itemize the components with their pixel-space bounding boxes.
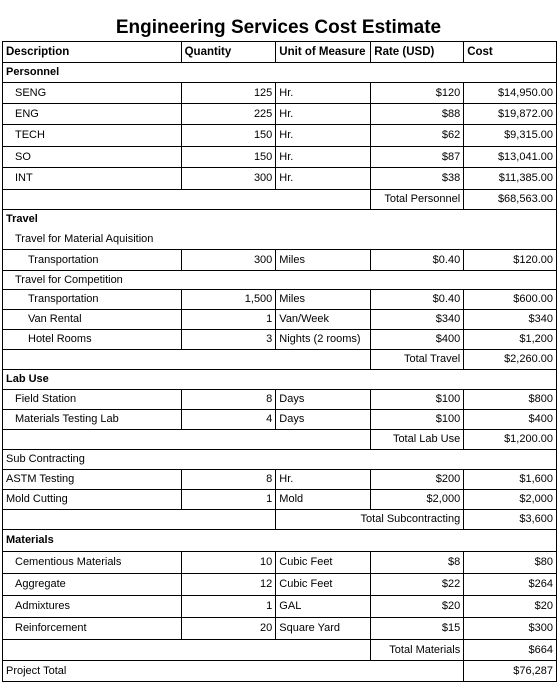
row-unit: Cubic Feet xyxy=(276,574,371,596)
row-quantity: 12 xyxy=(181,574,276,596)
row-unit: Mold xyxy=(276,490,371,510)
table-row xyxy=(3,596,557,618)
row-rate: $87 xyxy=(371,147,464,168)
section-label-personnel: Personnel xyxy=(3,63,182,83)
row-description: Admixtures xyxy=(3,596,182,618)
section-row-lab xyxy=(3,370,557,390)
section-label-subcontracting: Sub Contracting xyxy=(3,450,182,470)
row-description: INT xyxy=(3,168,182,190)
row-description: Materials Testing Lab xyxy=(3,410,182,430)
row-cost: $20 xyxy=(464,596,557,618)
row-rate: $100 xyxy=(371,390,464,410)
header-unit: Unit of Measure xyxy=(276,42,371,63)
row-unit: Hr. xyxy=(276,147,371,168)
row-quantity: 1 xyxy=(181,310,276,330)
row-unit: Days xyxy=(276,410,371,430)
total-row-travel xyxy=(3,350,557,370)
row-description: ENG xyxy=(3,104,182,125)
page-title: Engineering Services Cost Estimate xyxy=(115,17,442,38)
project-total-row xyxy=(3,661,557,682)
row-cost: $1,600 xyxy=(464,470,557,490)
table-row xyxy=(3,125,557,147)
total-value: $664 xyxy=(464,640,557,661)
row-cost: $2,000 xyxy=(464,490,557,510)
row-description: SENG xyxy=(3,83,182,104)
row-quantity: 1,500 xyxy=(181,290,276,310)
row-cost: $13,041.00 xyxy=(464,147,557,168)
table-row xyxy=(3,574,557,596)
row-cost: $120.00 xyxy=(464,250,557,271)
row-cost: $9,315.00 xyxy=(464,125,557,147)
row-quantity: 300 xyxy=(181,250,276,271)
header-description: Description xyxy=(3,42,182,63)
row-unit: Miles xyxy=(276,290,371,310)
row-rate: $20 xyxy=(371,596,464,618)
row-quantity: 1 xyxy=(181,596,276,618)
row-unit: Hr. xyxy=(276,125,371,147)
row-quantity: 150 xyxy=(181,125,276,147)
section-row-materials xyxy=(3,530,557,552)
row-description: Aggregate xyxy=(3,574,182,596)
row-cost: $300 xyxy=(464,618,557,640)
row-cost: $14,950.00 xyxy=(464,83,557,104)
row-unit: Square Yard xyxy=(276,618,371,640)
total-value: $2,260.00 xyxy=(464,350,557,370)
row-quantity: 150 xyxy=(181,147,276,168)
row-description: Cementious Materials xyxy=(3,552,182,574)
row-description: Reinforcement xyxy=(3,618,182,640)
table-row xyxy=(3,390,557,410)
row-quantity: 3 xyxy=(181,330,276,350)
row-cost: $19,872.00 xyxy=(464,104,557,125)
row-rate: $340 xyxy=(371,310,464,330)
row-unit: Cubic Feet xyxy=(276,552,371,574)
row-quantity: 8 xyxy=(181,390,276,410)
row-rate: $88 xyxy=(371,104,464,125)
subsection-row xyxy=(3,230,557,250)
row-unit: Hr. xyxy=(276,470,371,490)
row-cost: $1,200 xyxy=(464,330,557,350)
row-unit: GAL xyxy=(276,596,371,618)
row-description: Transportation xyxy=(3,290,182,310)
subsection-label: Travel for Competition xyxy=(3,271,276,290)
row-rate: $120 xyxy=(371,83,464,104)
total-value: $3,600 xyxy=(464,510,557,530)
project-total-value: $76,287 xyxy=(464,661,557,682)
table-row xyxy=(3,290,557,310)
total-label: Total Subcontracting xyxy=(276,510,464,530)
row-cost: $400 xyxy=(464,410,557,430)
header-rate: Rate (USD) xyxy=(371,42,464,63)
row-quantity: 125 xyxy=(181,83,276,104)
row-unit: Van/Week xyxy=(276,310,371,330)
row-rate: $2,000 xyxy=(371,490,464,510)
row-description: SO xyxy=(3,147,182,168)
row-unit: Hr. xyxy=(276,104,371,125)
table-row xyxy=(3,250,557,271)
row-unit: Days xyxy=(276,390,371,410)
total-row-lab xyxy=(3,430,557,450)
row-quantity: 300 xyxy=(181,168,276,190)
row-rate: $400 xyxy=(371,330,464,350)
section-label-travel: Travel xyxy=(3,210,182,230)
row-description: TECH xyxy=(3,125,182,147)
total-label: Total Materials xyxy=(371,640,464,661)
row-cost: $80 xyxy=(464,552,557,574)
row-description: ASTM Testing xyxy=(3,470,182,490)
total-label: Total Personnel xyxy=(371,190,464,210)
row-cost: $264 xyxy=(464,574,557,596)
row-quantity: 20 xyxy=(181,618,276,640)
row-rate: $15 xyxy=(371,618,464,640)
total-row-personnel xyxy=(3,190,557,210)
row-rate: $0.40 xyxy=(371,290,464,310)
row-cost: $600.00 xyxy=(464,290,557,310)
table-row xyxy=(3,552,557,574)
header-row xyxy=(3,42,557,63)
header-quantity: Quantity xyxy=(181,42,276,63)
header-cost: Cost xyxy=(464,42,557,63)
section-label-lab: Lab Use xyxy=(3,370,182,390)
total-label: Total Travel xyxy=(371,350,464,370)
table-row xyxy=(3,168,557,190)
cost-table xyxy=(2,41,557,682)
section-label-materials: Materials xyxy=(3,530,182,552)
section-row-subcontracting xyxy=(3,450,557,470)
total-row-subcontracting xyxy=(3,510,557,530)
subsection-label: Travel for Material Aquisition xyxy=(3,230,276,250)
project-total-label: Project Total xyxy=(3,661,182,682)
row-rate: $38 xyxy=(371,168,464,190)
row-quantity: 1 xyxy=(181,490,276,510)
subsection-row xyxy=(3,271,557,290)
row-rate: $0.40 xyxy=(371,250,464,271)
row-quantity: 4 xyxy=(181,410,276,430)
table-row xyxy=(3,330,557,350)
row-rate: $200 xyxy=(371,470,464,490)
table-row xyxy=(3,410,557,430)
row-description: Transportation xyxy=(3,250,182,271)
section-row-travel xyxy=(3,210,557,230)
row-cost: $800 xyxy=(464,390,557,410)
row-cost: $340 xyxy=(464,310,557,330)
row-description: Hotel Rooms xyxy=(3,330,182,350)
row-cost: $11,385.00 xyxy=(464,168,557,190)
total-value: $68,563.00 xyxy=(464,190,557,210)
row-quantity: 8 xyxy=(181,470,276,490)
row-unit: Hr. xyxy=(276,83,371,104)
row-unit: Miles xyxy=(276,250,371,271)
table-row xyxy=(3,310,557,330)
row-unit: Hr. xyxy=(276,168,371,190)
row-description: Van Rental xyxy=(3,310,182,330)
total-value: $1,200.00 xyxy=(464,430,557,450)
row-description: Field Station xyxy=(3,390,182,410)
table-row xyxy=(3,104,557,125)
total-row-materials xyxy=(3,640,557,661)
row-rate: $62 xyxy=(371,125,464,147)
row-quantity: 225 xyxy=(181,104,276,125)
row-rate: $100 xyxy=(371,410,464,430)
row-rate: $8 xyxy=(371,552,464,574)
table-row xyxy=(3,618,557,640)
row-quantity: 10 xyxy=(181,552,276,574)
section-row-personnel xyxy=(3,63,557,83)
table-row xyxy=(3,490,557,510)
table-row xyxy=(3,83,557,104)
row-description: Mold Cutting xyxy=(3,490,182,510)
table-row xyxy=(3,147,557,168)
row-unit: Nights (2 rooms) xyxy=(276,330,371,350)
total-label: Total Lab Use xyxy=(371,430,464,450)
table-row xyxy=(3,470,557,490)
row-rate: $22 xyxy=(371,574,464,596)
